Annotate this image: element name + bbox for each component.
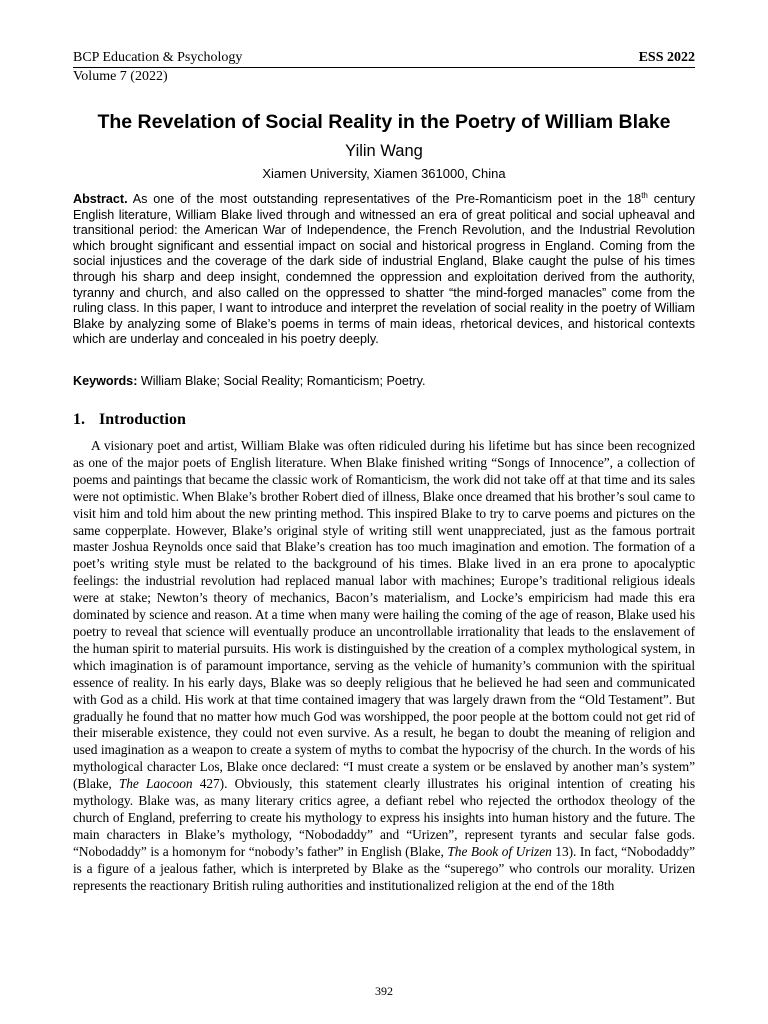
section-number: 1. — [73, 411, 85, 428]
paper-title: The Revelation of Social Reality in the Poetry of William Blake — [97, 111, 671, 133]
abstract — [73, 192, 695, 348]
page-number: 392 — [375, 984, 393, 998]
citation-title-laocoon: The Laocoon — [118, 776, 193, 792]
section-title: Introduction — [99, 411, 186, 428]
author-affiliation: Xiamen University, Xiamen 361000, China — [262, 166, 506, 181]
introduction-paragraph — [73, 438, 695, 894]
volume-label: Volume 7 (2022) — [73, 69, 168, 84]
conference-name: ESS 2022 — [638, 50, 695, 65]
author-name: Yilin Wang — [345, 142, 423, 160]
running-header — [73, 50, 695, 85]
abstract-text-part-1: As one of the most outstanding representatives of the Pre-Romanticism poet in the 18 — [127, 192, 642, 206]
paragraph-text-part-1: A visionary poet and artist, William Blake was often ridiculed during his lifetime but has since been recognized as one of the major poets of English literature. When Blake finished writing “Songs of Innocence”, a collection of poems and paintings that became the classic work of Romanticism, the work did not take off at that time and its sales were not optimistic. When Blake’s brother Robert died of illness, Blake once dreamed that his brother’s soul came to visit him and told him about the new printing method. This inspired Blake to try to carve poems and pictures on the same copperplate. However, Blake’s original style of writing still went unappreciated, just as the famous portrait master Joshua Reynolds once said that Blake’s creation has too much imagination and emotion. The formation of a poet’s writing style must be related to the background of his times. Blake lived in an era prone to apocalyptic feelings: the industrial revolution had replaced manual labor with machines; Europe’s traditional religious ideals were at stake; Newton’s theory of mechanics, Bacon’s materialism, and Locke’s empiricism had made this era dominated by science and reason. At a time when many were hailing the coming of the age of reason, Blake used his poetry to reveal that science will eventually produce an uncontrollable irrationality that leads to the enslavement of the human spirit to material pursuits. His work is distinguished by the creation of a complex mythological system, in which imagination is of paramount importance, serving as the vehicle of humanity’s communion with the spiritual essence of reality. In his early days, Blake was so deeply religious that he believed he had seen and communicated with God as a child. His work at that time contained imagery that was largely drawn from the “Old Testament”. But gradually he found that no matter how much God was worshipped, the poor people at the bottom could not get rid of their miserable existence, they could not even survive. As a result, he began to doubt the meaning of religion and used imagination as a weapon to create a system of myths to combat the hypocrisy of the church. In the words of his mythological character Los, Blake once declared: “I must create a system or be enslaved by another man’s system” (Blake, — [73, 438, 695, 792]
abstract-label: Abstract. — [73, 192, 128, 206]
journal-name: BCP Education & Psychology — [73, 50, 243, 65]
section-heading-introduction — [73, 410, 186, 430]
paragraph-text-part-3: 13). In fact, “Nobodaddy” is a figure of a jealous father, which is interpreted by Blake as the “superego” who controls our morality. Urizen represents the reactionary British ruling authorities and institutionalized religion at the end of the 18th — [73, 843, 695, 893]
abstract-text-part-2: century English literature, William Blake lived through and witnessed an era of great political and social upheaval and transitional period: the American War of Independence, the French Revolution, and the Industrial Revolution which brought significant and essential impact on social and historical progress in England. Coming from the social injustices and the coverage of the dark side of industrial England, Blake caught the pulse of his times through his sharp and deep insight, condemned the oppression and exploitation derived from the authority, tyranny and church, and also called on the oppressed to shatter “the mind-forged manacles” come from the ruling class. In this paper, I want to introduce and interpret the revelation of social reality in the poetry of William Blake by analyzing some of Blake’s poems in terms of main ideas, rhetorical devices, and historical contexts which are underlay and concealed in his poetry deeply. — [73, 192, 695, 347]
keywords-text: William Blake; Social Reality; Romanticism; Poetry. — [137, 374, 426, 388]
citation-title-book-of-urizen: The Book of Urizen — [447, 843, 552, 859]
keywords-label: Keywords: — [73, 374, 138, 388]
header-rule-row — [73, 50, 695, 68]
abstract-superscript: th — [641, 190, 648, 200]
keywords — [73, 373, 695, 389]
paragraph-text-part-2: 427). Obviously, this statement clearly illustrates his original intention of creating his mythology. Blake was, as many literary critics agree, a defiant rebel who rejected the orthodox theology of the church of England, preferring to create his mythology to express his insights into human history and the future. The main characters in Blake’s mythology, “Nobodaddy” and “Urizen”, represent tyrants and secular false gods. “Nobodaddy” is a homonym for “nobody’s father” in English (Blake, — [73, 776, 695, 859]
